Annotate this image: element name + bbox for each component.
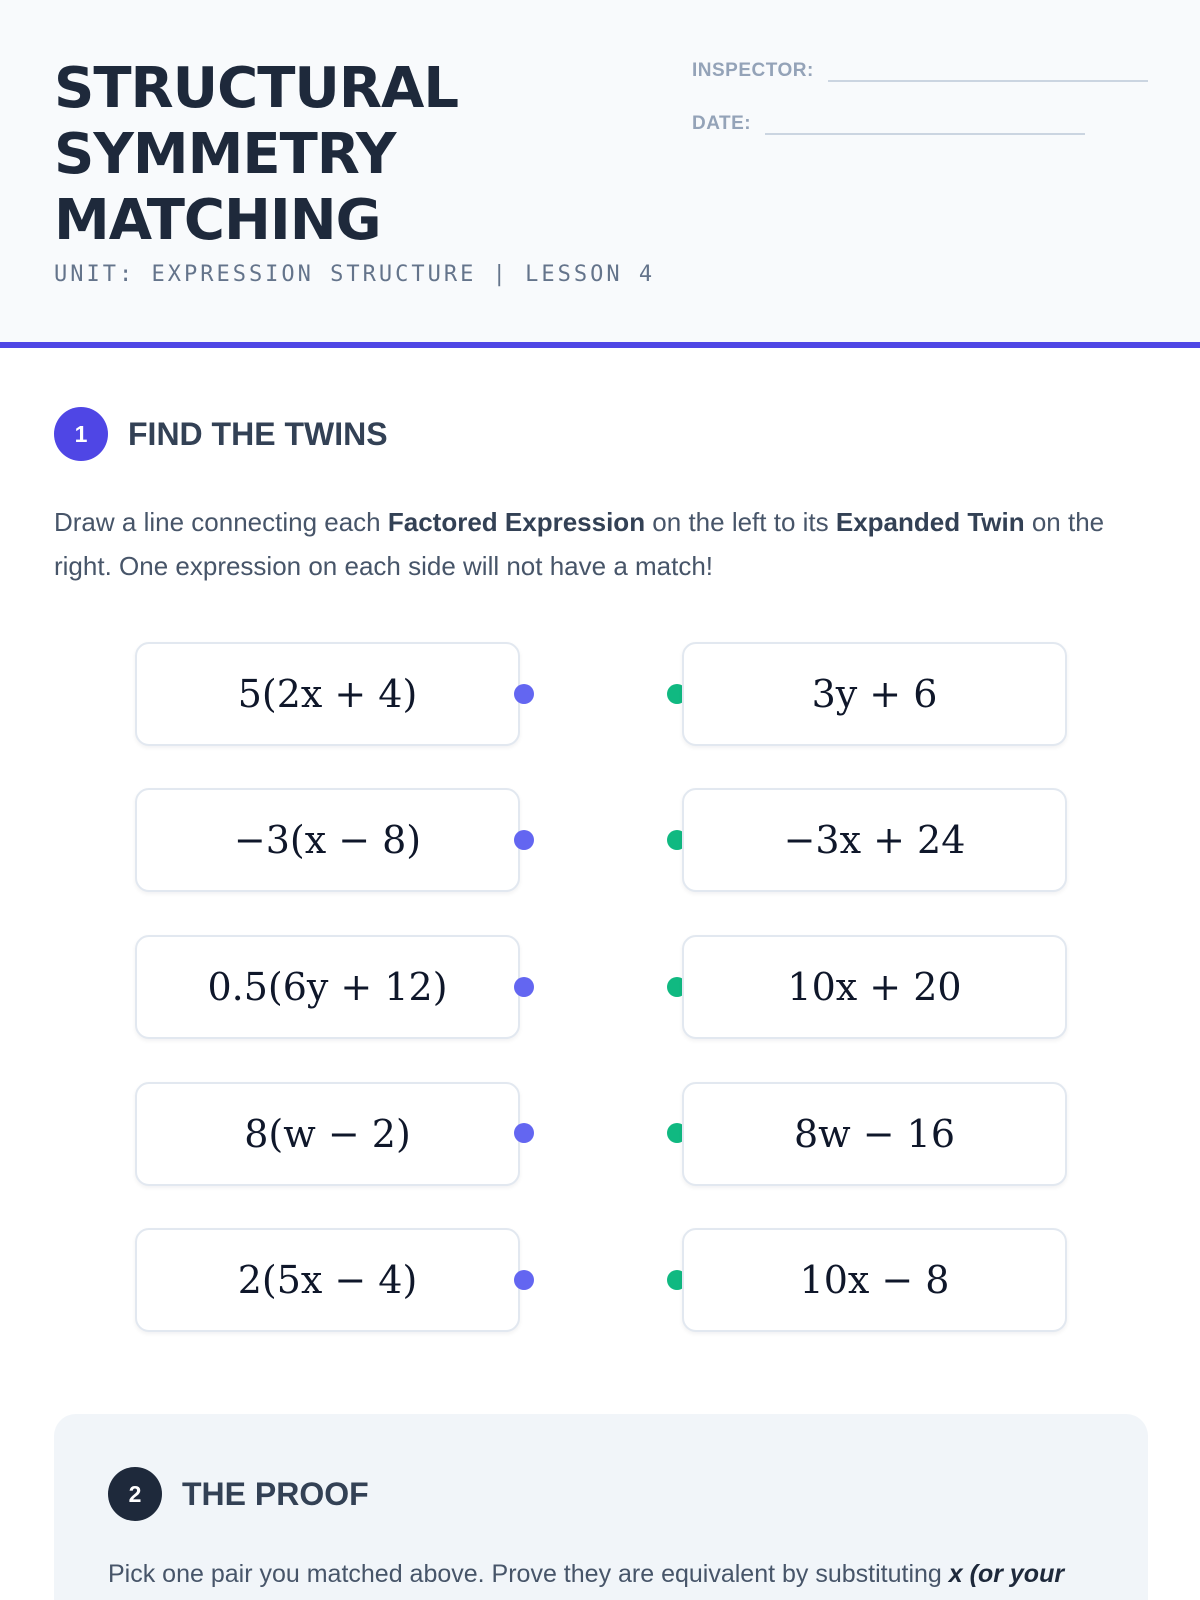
expanded-card[interactable] <box>682 1082 1067 1186</box>
proof-instructions <box>108 1560 1108 1589</box>
instructions-text: Draw a line connecting each <box>54 507 388 537</box>
section-2-badge: 2 <box>108 1467 162 1521</box>
factored-expression: 2(5x − 4) <box>237 1258 418 1302</box>
factored-expression: 5(2x + 4) <box>237 672 418 716</box>
proof-emphasis: x (or your <box>948 1560 1065 1588</box>
expanded-expression: 3y + 6 <box>811 672 938 716</box>
expanded-card[interactable] <box>682 642 1067 746</box>
section-1-badge: 1 <box>54 407 108 461</box>
section-1-title: FIND THE TWINS <box>128 415 388 452</box>
factored-card[interactable] <box>135 935 520 1039</box>
expanded-card[interactable] <box>682 1228 1067 1332</box>
left-connector-dot[interactable] <box>514 1123 534 1143</box>
section-2-heading <box>108 1467 369 1521</box>
unit-subtitle: UNIT: EXPRESSION STRUCTURE | LESSON 4 <box>54 262 656 287</box>
instructions-bold-factored: Factored Expression <box>387 507 646 537</box>
factored-expression: −3(x − 8) <box>233 818 422 862</box>
left-connector-dot[interactable] <box>514 684 534 704</box>
factored-card[interactable] <box>135 642 520 746</box>
date-label: DATE: <box>692 113 752 134</box>
factored-expression: 0.5(6y + 12) <box>207 965 448 1009</box>
matching-instructions <box>54 500 1144 588</box>
factored-expression: 8(w − 2) <box>244 1112 411 1156</box>
instructions-text: on the right. One expression on each side will not have a match! <box>54 507 1105 581</box>
worksheet-header <box>0 0 1200 348</box>
inspector-row <box>692 60 1148 82</box>
expanded-expression: 8w − 16 <box>793 1112 956 1156</box>
expanded-expression: 10x − 8 <box>799 1258 950 1302</box>
proof-text: Pick one pair you matched above. Prove they are equivalent by substituting <box>108 1560 949 1588</box>
instructions-text: on the left to its <box>645 507 836 537</box>
inspector-label: INSPECTOR: <box>692 60 814 81</box>
expanded-card[interactable] <box>682 788 1067 892</box>
date-row <box>692 113 1085 135</box>
expanded-expression: 10x + 20 <box>787 965 962 1009</box>
expanded-card[interactable] <box>682 935 1067 1039</box>
section-1-heading <box>54 407 388 461</box>
left-connector-dot[interactable] <box>514 1270 534 1290</box>
section-2-title: THE PROOF <box>182 1475 369 1512</box>
left-connector-dot[interactable] <box>514 830 534 850</box>
factored-card[interactable] <box>135 788 520 892</box>
factored-card[interactable] <box>135 1228 520 1332</box>
date-field[interactable] <box>765 113 1085 135</box>
expanded-expression: −3x + 24 <box>783 818 966 862</box>
factored-card[interactable] <box>135 1082 520 1186</box>
left-connector-dot[interactable] <box>514 977 534 997</box>
page-title: STRUCTURAL SYMMETRY MATCHING <box>54 56 459 253</box>
instructions-bold-expanded: Expanded Twin <box>835 507 1025 537</box>
inspector-field[interactable] <box>828 60 1148 82</box>
